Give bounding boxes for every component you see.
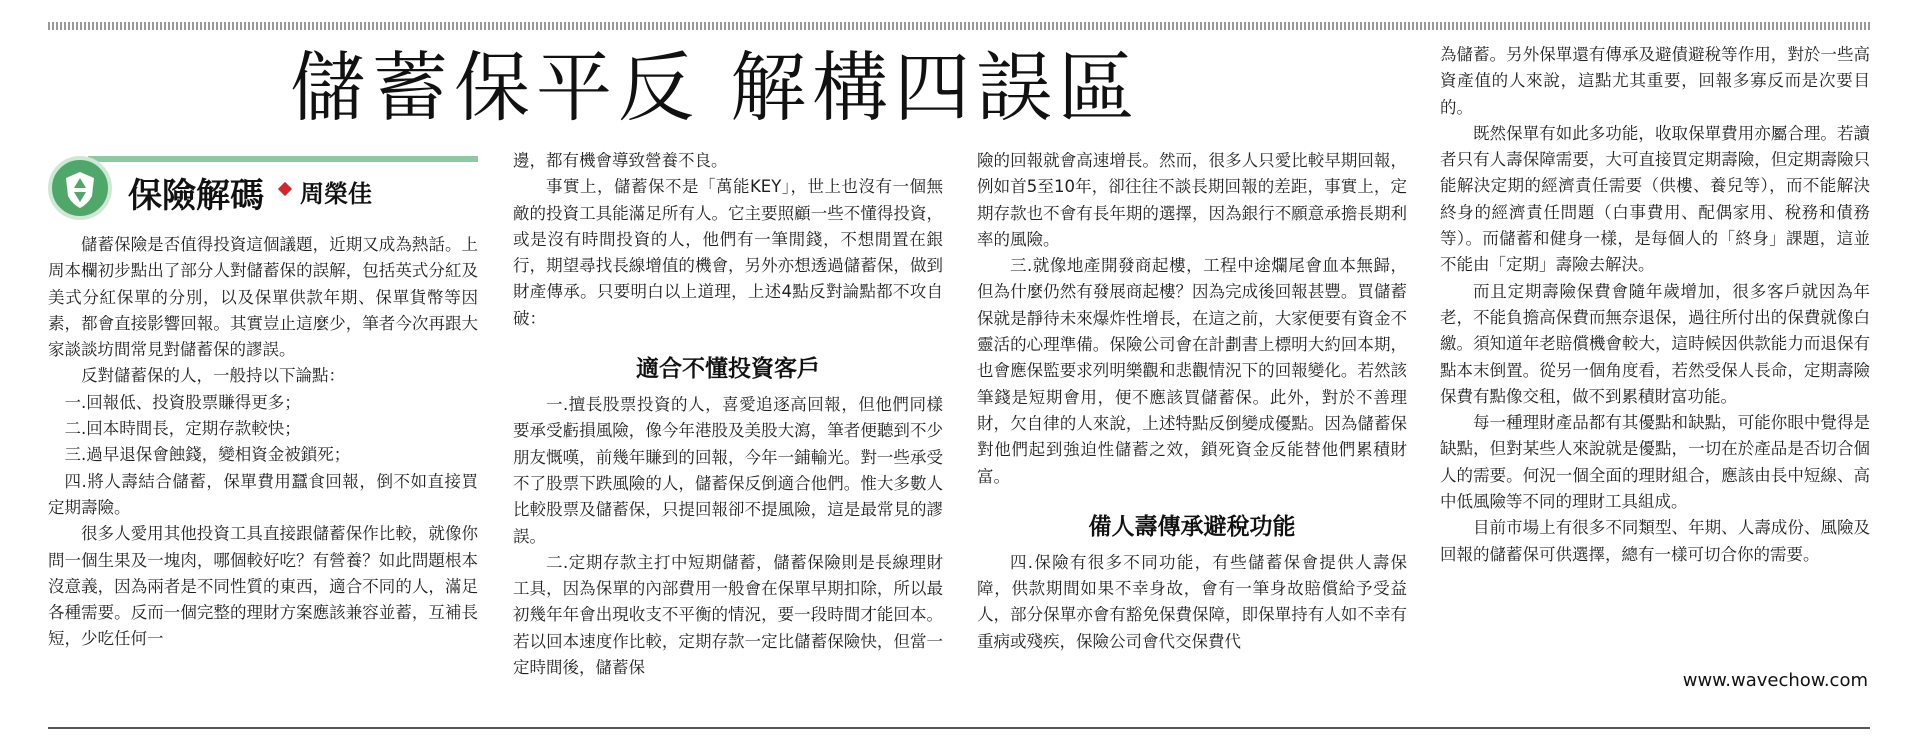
diamond-icon: [278, 182, 292, 196]
subheading: 備人壽傳承避稅功能: [1088, 513, 1296, 540]
column-name: 保險解碼: [128, 176, 264, 216]
paragraph: 很多人愛用其他投資工具直接跟儲蓄保作比較，就像你問一個生果及一塊肉，哪個較好吃？有營養？如此問題根本沒意義，因為兩者是不同性質的東西，適合不同的人，滿足各種需要。反而一個完整的理財方案應該兼容並蓄，互補長短，少吃任何一: [48, 524, 478, 649]
paragraph: 而且定期壽險保費會隨年歲增加，很多客戶就因為年老，不能負擔高保費而無奈退保，過往所付出的保費就像白繳。須知道年老賠償機會較大，這時候因供款能力而退保有點本末倒置。從另一個角度看，若然受保人長命，定期壽險保費有點像交租，做不到累積財富功能。: [1440, 281, 1870, 406]
paragraph: 二.定期存款主打中短期儲蓄，儲蓄保險則是長線理財工具，因為保單的內部費用一般會在保單早期扣除，所以最初幾年年會出現收支不平衡的情況，要一段時間才能回本。若以回本速度作比較，定期存款一定比儲蓄保險快，但當一定時間後，儲蓄保: [513, 552, 943, 678]
bottom-rule: [48, 727, 1870, 729]
list-item: 二.回本時間長，定期存款較快；: [64, 419, 301, 439]
paragraph: 每一種理財產品都有其優點和缺點，可能你眼中覺得是缺點，但對某些人來說就是優點，一切在於產品是否切合個人的需要。何況一個全面的理財組合，應該由長中短線、高中低風險等不同的理財工具組成。: [1440, 413, 1870, 512]
paragraph: 目前市場上有很多不同類型、年期、人壽成份、風險及回報的儲蓄保可供選擇，總有一樣可切合你的需要。: [1440, 518, 1870, 564]
top-rule: [48, 22, 1870, 30]
headline: 儲蓄保平反 解構四誤區: [290, 43, 1141, 132]
paragraph: 既然保單有如此多功能，收取保單費用亦屬合理。若讀者只有人壽保障需要，大可直接買定期壽險，但定期壽險只能解決定期的經濟責任需要（供樓、養兒等），而不能解決終身的經濟責任問題（白事費用、配偶家用、稅務和債務等）。而儲蓄和健身一樣，是每個人的「終身」課題，這並不能由「定期」壽險去解決。: [1440, 123, 1870, 275]
article-column-4: [1440, 42, 1870, 568]
article-column-2: [513, 148, 943, 681]
list-item: 四.將人壽結合儲蓄，保單費用蠶食回報，倒不如直接買定期壽險。: [48, 471, 478, 517]
list-item: 三.過早退保會蝕錢，變相資金被鎖死；: [64, 445, 351, 465]
column-header: [48, 152, 478, 224]
author-name: 周榮佳: [300, 180, 372, 208]
paragraph: 四.保險有很多不同功能，有些儲蓄保會提供人壽保障，供款期間如果不幸身故，會有一筆身故賠償給予受益人，部分保單亦會有豁免保費保障，即保單持有人如不幸有重病或殘疾，保險公司會代交保費代: [977, 552, 1407, 651]
article-column-1: [48, 232, 478, 653]
website-url: www.wavechow.com: [1682, 670, 1868, 691]
paragraph: 三.就像地產開發商起樓，工程中途爛尾會血本無歸，但為什麼仍然有發展商起樓？因為完成後回報甚豐。買儲蓄保就是靜待未來爆炸性增長，在這之前，大家便要有資金不靈活的心理準備。保險公司會在計劃書上標明大約回本期，也會應保監要求列明樂觀和悲觀情況下的回報變化。若然該筆錢是短期會用，便不應該買儲蓄保。此外，對於不善理財，欠自律的人來說，上述特點反倒變成優點。因為儲蓄保對他們起到強迫性儲蓄之效，鎖死資金反能替他們累積財富。: [977, 256, 1407, 486]
header-band: [88, 156, 478, 162]
paragraph: 反對儲蓄保的人，一般持以下論點：: [81, 366, 345, 386]
paragraph: 為儲蓄。另外保單還有傳承及避債避稅等作用，對於一些高資產值的人來說，這點尤其重要，回報多寡反而是次要目的。: [1440, 45, 1870, 117]
shield-leaf-icon: [48, 156, 112, 220]
paragraph: 邊，都有機會導致營養不良。: [513, 151, 728, 170]
paragraph: 險的回報就會高速增長。然而，很多人只愛比較早期回報，例如首5至10年，卻往往不談長期回報的差距，事實上，定期存款也不會有長年期的選擇，因為銀行不願意承擔長期利率的風險。: [977, 151, 1407, 249]
list-item: 一.回報低、投資股票賺得更多；: [64, 392, 301, 412]
paragraph: 事實上，儲蓄保不是「萬能KEY」，世上也沒有一個無敵的投資工具能滿足所有人。它主要照顧一些不懂得投資，或是沒有時間投資的人，他們有一筆閒錢，不想閒置在銀行，期望尋找長線增值的機會，另外亦想透過儲蓄保，做到財產傳承。只要明白以上道理，上述4點反對論點都不攻自破：: [513, 177, 943, 328]
subheading: 適合不懂投資客戶: [636, 356, 820, 383]
paragraph: 一.擅長股票投資的人，喜愛追逐高回報，但他們同樣要承受虧損風險，像今年港股及美股大瀉，筆者便聽到不少朋友慨嘆，前幾年賺到的回報，今年一鋪輸光。對一些承受不了股票下跌風險的人，儲蓄保反倒適合他們。惟大多數人比較股票及儲蓄保，只提回報卻不提風險，這是最常見的謬誤。: [513, 395, 943, 546]
article-column-3: [977, 148, 1407, 655]
paragraph: 儲蓄保險是否值得投資這個議題，近期又成為熱話。上周本欄初步點出了部分人對儲蓄保的誤解，包括英式分紅及美式分紅保單的分別，以及保單供款年期、保單貨幣等因素，都會直接影響回報。其實豈止這麼少，筆者今次再跟大家談談坊間常見對儲蓄保的謬誤。: [48, 235, 478, 360]
